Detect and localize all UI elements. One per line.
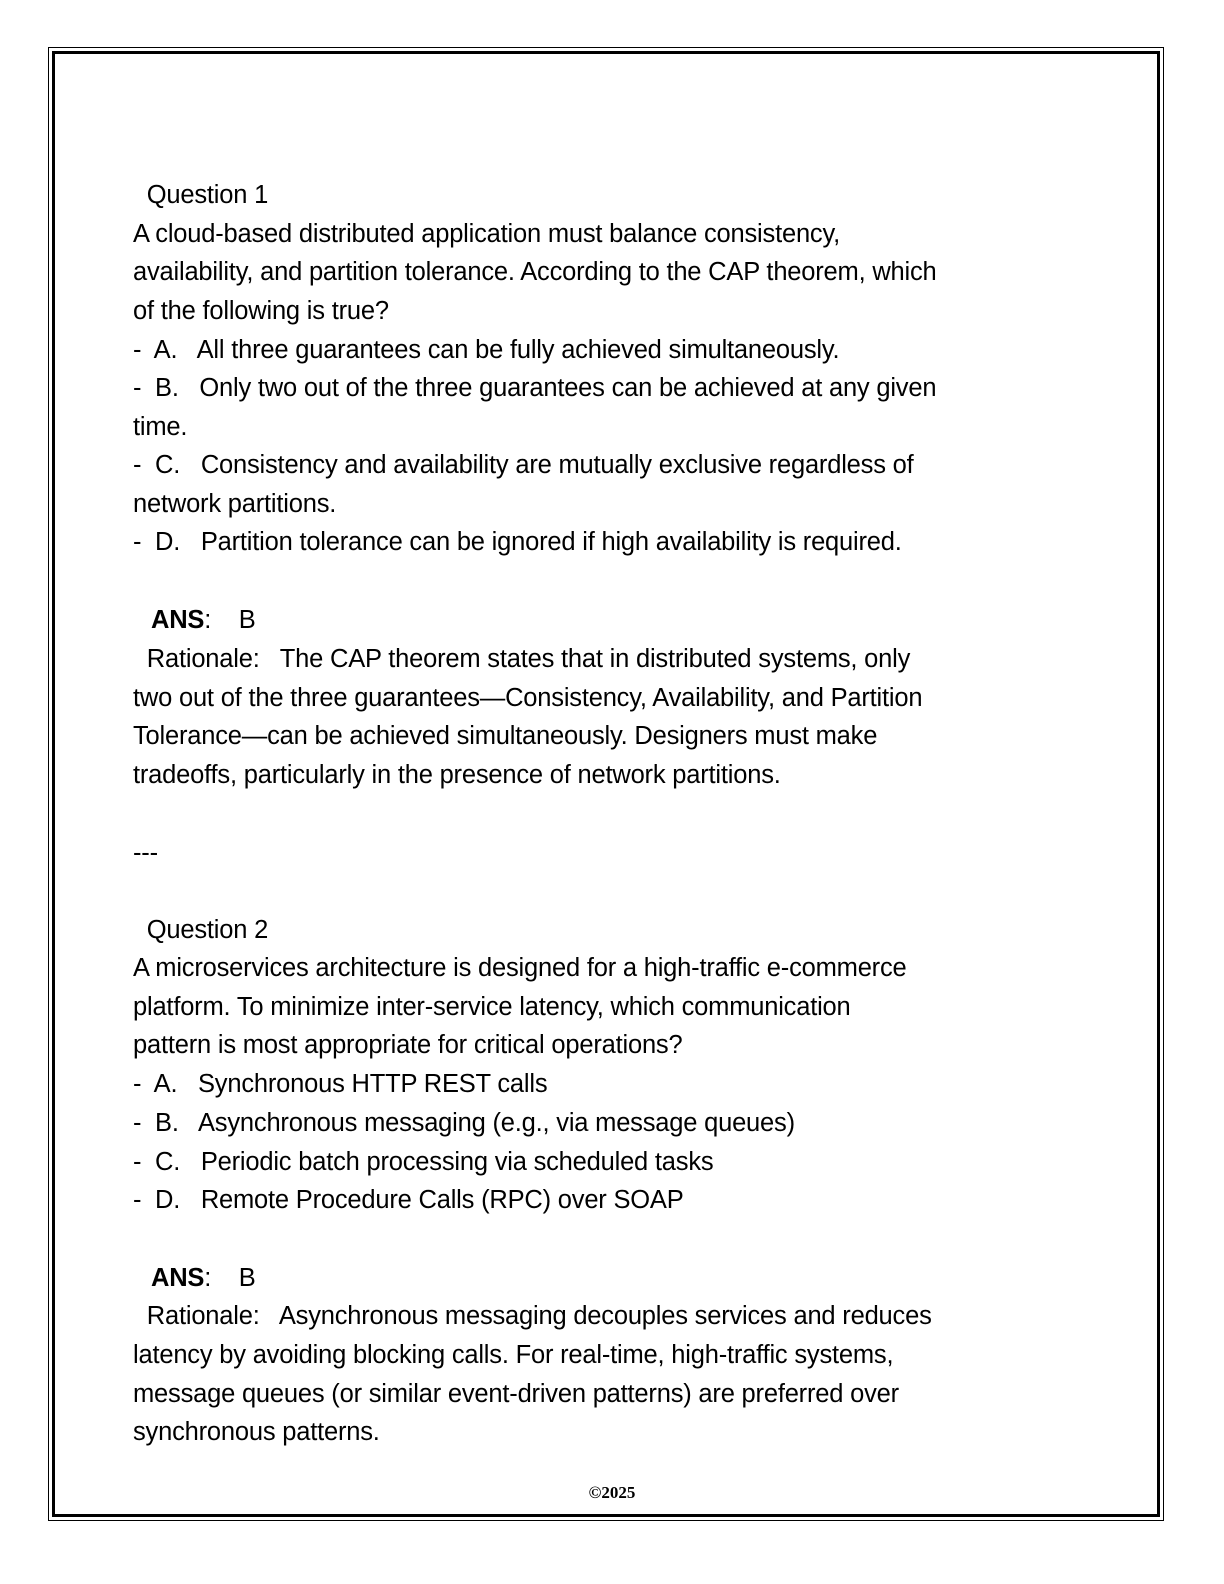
question-1-rationale-line: tradeoffs, particularly in the presence of network partitions. [133,761,781,789]
answer-label: ANS [151,606,205,634]
question-1-option-d: - D. Partition tolerance can be ignored if high availability is required. [133,528,902,556]
question-2-stem-line: A microservices architecture is designed for a high-traffic e-commerce [133,954,907,982]
question-1-option-c: - C. Consistency and availability are mutually exclusive regardless of [133,451,914,479]
question-1-stem-line: availability, and partition tolerance. According to the CAP theorem, which [133,258,937,286]
section-separator: --- [133,839,158,867]
question-2-rationale-line: synchronous patterns. [133,1418,380,1446]
question-2-option-b: - B. Asynchronous messaging (e.g., via message queues) [133,1109,795,1137]
question-2-option-d: - D. Remote Procedure Calls (RPC) over SOAP [133,1186,684,1214]
question-2-option-a: - A. Synchronous HTTP REST calls [133,1070,548,1098]
question-2-rationale-line: message queues (or similar event-driven patterns) are preferred over [133,1380,899,1408]
copyright-footer: ©2025 [588,1483,636,1502]
question-1-option-c-cont: network partitions. [133,490,337,518]
question-1-option-a: - A. All three guarantees can be fully achieved simultaneously. [133,336,840,364]
question-1-title: Question 1 [133,181,269,209]
question-2-stem-line: platform. To minimize inter-service latency, which communication [133,993,851,1021]
question-2-rationale-line: Rationale: Asynchronous messaging decouples services and reduces [133,1302,932,1330]
question-1-option-b-cont: time. [133,413,188,441]
answer-label: ANS [151,1264,205,1292]
question-2-title: Question 2 [133,916,269,944]
answer-value: B [238,1264,256,1292]
question-1-rationale-line: two out of the three guarantees—Consistency, Availability, and Partition [133,684,923,712]
answer-separator: : [204,606,239,634]
answer-separator: : [204,1264,239,1292]
question-2-stem-line: pattern is most appropriate for critical operations? [133,1031,683,1059]
question-2-option-c: - C. Periodic batch processing via scheduled tasks [133,1148,714,1176]
question-1-stem-line: of the following is true? [133,297,389,325]
question-1-rationale-line: Tolerance—can be achieved simultaneously. Designers must make [133,722,878,750]
question-2-rationale-line: latency by avoiding blocking calls. For real-time, high-traffic systems, [133,1341,894,1369]
answer-value: B [238,606,256,634]
question-1-answer [151,604,256,636]
question-2-answer [151,1262,256,1294]
question-1-stem-line: A cloud-based distributed application must balance consistency, [133,220,841,248]
question-1-option-b: - B. Only two out of the three guarantees can be achieved at any given [133,374,937,402]
question-1-rationale-line: Rationale: The CAP theorem states that in distributed systems, only [133,645,911,673]
